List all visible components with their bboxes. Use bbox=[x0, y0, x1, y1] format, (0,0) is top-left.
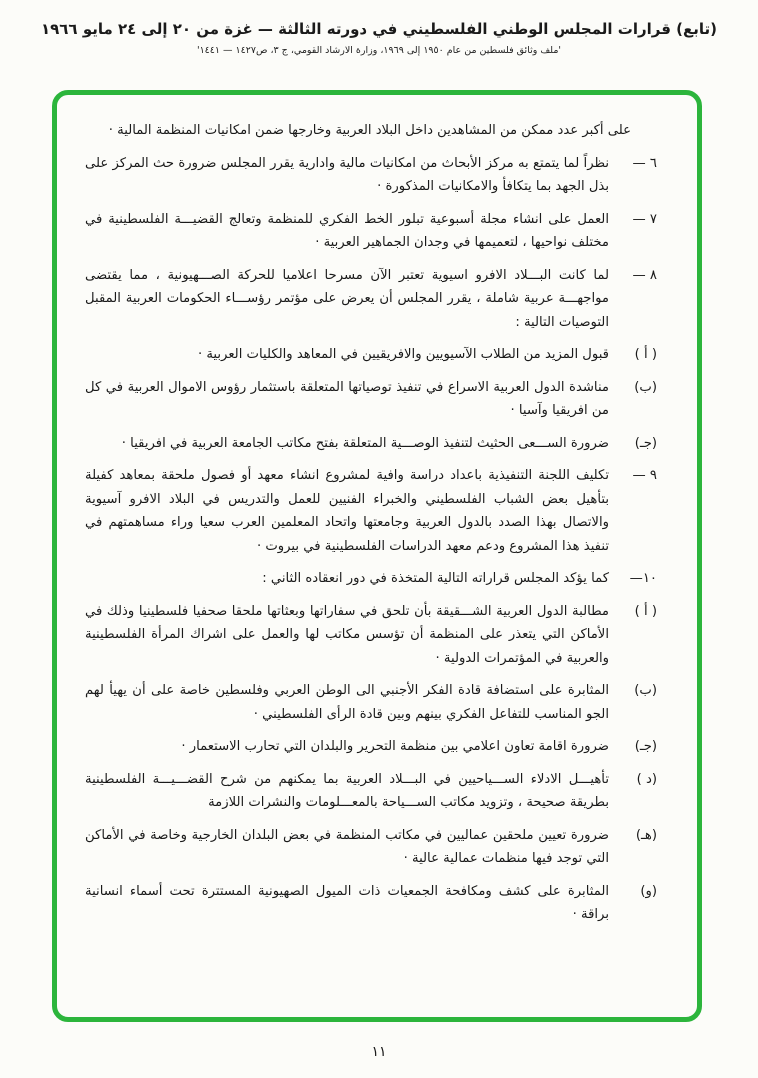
paragraph-text: تكليف اللجنة التنفيذية باعداد دراسة وافية لمشروع انشاء معهد أو فصول ملحقة بمعاهد كفيلة بتأهيل بعض الشباب الفلسطيني والخبراء الفنيين للعمل والتدريس في البلاد الافرو آسيوية والاتصال بهذا الصدد بالدول العربية وجامعتها واتحاد المعلمين العرب سعيا وراء مساهمتهم في تنفيذ هذا المشروع ودعم معهد الدراسات الفلسطينية في بيروت · bbox=[85, 468, 609, 554]
item-marker: ٦ — bbox=[632, 155, 657, 171]
page-number: ١١ bbox=[371, 1044, 387, 1060]
item-marker: ٩ — bbox=[632, 468, 657, 483]
item-marker: ( أ ) bbox=[634, 603, 657, 619]
paragraph bbox=[85, 152, 657, 199]
item-marker: (ب) bbox=[634, 379, 657, 395]
paragraph bbox=[85, 600, 657, 671]
item-marker: (هـ) bbox=[635, 827, 657, 843]
paragraph bbox=[85, 735, 657, 759]
paragraph bbox=[85, 432, 657, 456]
paragraph bbox=[85, 119, 657, 143]
paragraph bbox=[85, 679, 657, 726]
paragraph bbox=[85, 880, 657, 927]
item-marker: (د ) bbox=[636, 771, 657, 787]
paragraph-text: مناشدة الدول العربية الاسراع في تنفيذ توصياتها المتعلقة باستثمار رؤوس الاموال العربية في كل من افريقيا وآسيا · bbox=[85, 379, 609, 418]
document-body bbox=[85, 119, 657, 927]
paragraph-text: على أكبر عدد ممكن من المشاهدين داخل البلاد العربية وخارجها ضمن امكانيات المنظمة المالية · bbox=[108, 123, 631, 138]
item-marker: (ب) bbox=[634, 683, 657, 698]
item-marker: (جـ) bbox=[634, 435, 657, 451]
paragraph-text: ضرورة تعيين ملحقين عماليين في مكاتب المنظمة في بعض البلدان الخارجية وخاصة في الأماكن التي توجد فيها منظمات عمالية عالية · bbox=[85, 827, 609, 866]
source-citation: 'ملف وثائق فلسطين من عام ١٩٥٠ إلى ١٩٦٩، وزارة الارشاد القومي، ج ٣، ص١٤٢٧ — ١٤٤١' bbox=[196, 45, 562, 56]
document-header bbox=[0, 0, 758, 56]
paragraph bbox=[85, 343, 657, 367]
item-marker: (و) bbox=[640, 883, 657, 899]
paragraph bbox=[85, 464, 657, 558]
item-marker: ١٠— bbox=[629, 571, 657, 586]
paragraph-text: ضرورة الســـعى الحثيث لتنفيذ الوصـــية المتعلقة بفتح مكاتب الجامعة العربية في افريقيا · bbox=[121, 435, 609, 451]
paragraph-text: المثابرة على استضافة قادة الفكر الأجنبي الى الوطن العربي وفلسطين خاصة على أن يهيأ لهم الجو المناسب للتفاعل الفكري بينهم وبين قادة الرأى الفلسطيني · bbox=[85, 683, 609, 722]
item-marker: (جـ) bbox=[634, 739, 657, 754]
paragraph-text: العمل على انشاء مجلة أسبوعية تبلور الخط الفكري للمنظمة وتعالج القضيـــة الفلسطينية في مختلف نواحيها ، لتعميمها في وجدان الجماهير العربية · bbox=[85, 211, 609, 250]
paragraph bbox=[85, 376, 657, 423]
paragraph-text: تأهيـــل الادلاء الســـياحيين في البـــلاد العربية بما يمكنهم من شرح القضـــيـــة الفلسطينية بطريقة صحيحة ، وتزويد مكاتب الســـياحة بالمعـــلومات والنشرات اللازمة bbox=[85, 771, 609, 810]
paragraph-text: مطالبة الدول العربية الشـــقيقة بأن تلحق في سفاراتها وبعثاتها ملحقا صحفيا فلسطينيا وذلك في الأماكن التي يتعذر على المنظمة أن تؤسس مكاتب لها والعمل على اشراك المرأة الفلسطينية والعربية في المؤتمرات الدولية · bbox=[85, 603, 609, 666]
paragraph-text: المثابرة على كشف ومكافحة الجمعيات ذات الميول الصهيونية المستترة تحت أسماء انسانية براقة · bbox=[85, 883, 609, 922]
item-marker: ٨ — bbox=[632, 267, 657, 283]
paragraph-text: لما كانت البـــلاد الافرو اسيوية تعتبر الآن مسرحا اعلاميا للحركة الصـــهيونية ، مما يقتضى مواجهـــة عربية شاملة ، يقرر المجلس أن يعرض على مؤتمر رؤســـاء الحكومات العربية المقبل التوصيات التالية : bbox=[85, 267, 609, 330]
item-marker: ( أ ) bbox=[634, 347, 657, 362]
paragraph bbox=[85, 208, 657, 255]
paragraph-text: قبول المزيد من الطلاب الآسيويين والافريقيين في المعاهد والكليات العربية · bbox=[197, 347, 609, 362]
page-title: (تابع) قرارات المجلس الوطني الفلسطيني في دورته الثالثة — غزة من ٢٠ إلى ٢٤ مايو ١٩٦٦ bbox=[40, 20, 718, 38]
paragraph bbox=[85, 824, 657, 871]
paragraph bbox=[85, 567, 657, 591]
paragraph-text: كما يؤكد المجلس قراراته التالية المتخذة في دور انعقاده الثاني : bbox=[262, 571, 609, 586]
highlight-border-box bbox=[52, 90, 702, 1022]
item-marker: ٧ — bbox=[632, 211, 657, 227]
paragraph-text: نظراً لما يتمتع به مركز الأبحاث من امكانيات مالية وادارية يقرر المجلس ضرورة حث المركز على بذل الجهد بما يتكافأ والامكانيات المذكورة · bbox=[85, 155, 609, 194]
paragraph-text: ضرورة اقامة تعاون اعلامي بين منظمة التحرير والبلدان التي تحارب الاستعمار · bbox=[181, 739, 609, 754]
paragraph bbox=[85, 768, 657, 815]
paragraph bbox=[85, 264, 657, 335]
